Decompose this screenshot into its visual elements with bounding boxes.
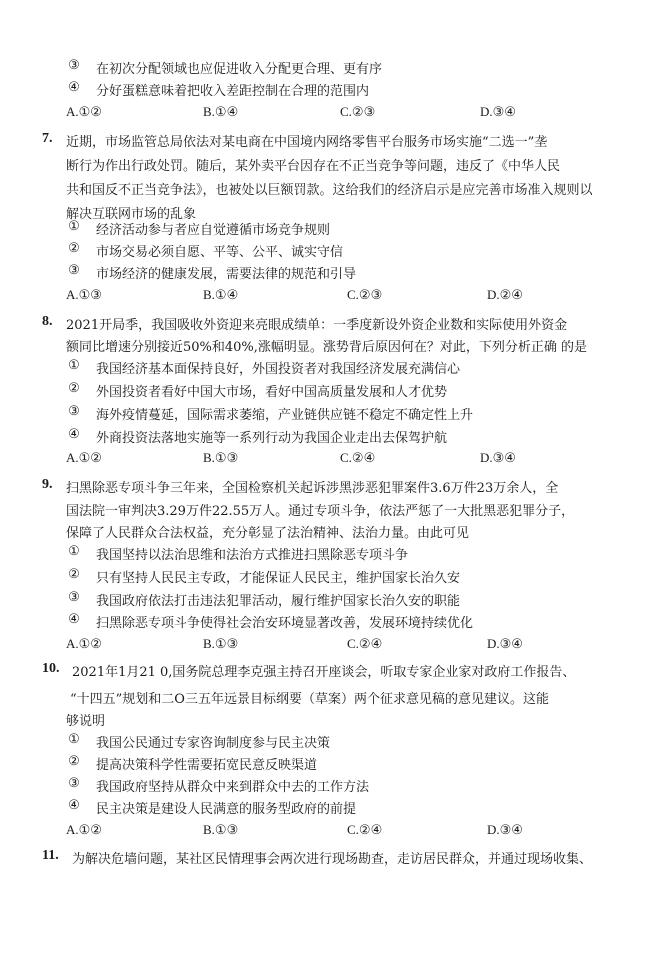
question-line: 扫黑除恶专项斗争三年来，全国检察机关起诉涉黑涉恶犯罪案件3.6万件23万余人，全 [66,481,559,496]
answer-c: C.②③ [340,104,376,119]
answer-a: A.①② [66,104,102,119]
option-text: 我国政府依法打击违法犯罪活动，履行维护国家长治久安的职能 [96,594,461,609]
question-line: 为解决危墙问题，某社区民情理事会两次进行现场勘查，走访居民群众，并通过现场收集、 [72,852,593,867]
question-line: 额同比增速分别接近50%和40%,涨幅明显。涨势背后原因何在？对此，下列分析正确 的是 [66,340,588,355]
option-text: 市场经济的健康发展，需要法律的规范和引导 [96,267,357,282]
answer-b: B.①③ [203,636,239,651]
question-line: 共和国反不正当竞争法》，也被处以巨额罚款。这给我们的经济启示是应完善市场准入规则以 [66,183,593,198]
question-line: 断行为作出行政处罚。随后，某外卖平台因存在不正当竞争等问题，违反了《中华人民 [66,159,561,174]
option-marker: ② [68,567,80,582]
answer-a: A.①② [66,822,102,837]
question-line: 解决互联网市场的乱象 [66,207,197,222]
answer-d: D.③④ [480,104,516,119]
option-marker: ① [68,544,80,559]
question-line: 保障了人民群众合法权益，充分彰显了法治精神、法治力量。由此可见 [66,526,470,541]
question-number: 10. [42,661,60,676]
option-text: 外国投资者看好中国大市场，看好中国高质量发展和人才优势 [96,385,448,400]
option-marker: ④ [68,80,80,95]
option-text: 扫黑除恶专项斗争使得社会治安环境显著改善，发展环境持续优化 [96,616,474,631]
option-marker: ④ [68,612,80,627]
option-marker: ③ [68,776,80,791]
answer-a: A.①② [66,450,102,465]
option-text: 市场交易必须自愿、平等、公平、诚实守信 [96,245,344,260]
answer-d: D.②④ [487,287,523,302]
option-marker: ③ [68,263,80,278]
question-line: 国法院一审判决3.29万件22.55万人。通过专项斗争，依法严惩了一大批黑恶犯罪分子， [66,504,575,519]
option-text: 只有坚持人民民主专政，才能保证人民民主，维护国家长治久安 [96,571,461,586]
answer-c: C.②④ [347,636,383,651]
option-marker: ③ [68,590,80,605]
option-marker: ④ [68,427,80,442]
option-text: 民主决策是建设人民满意的服务型政府的前提 [96,802,357,817]
option-marker: ① [68,358,80,373]
option-marker: ③ [68,404,80,419]
question-line: 2021开局季，我国吸收外资迎来亮眼成绩单：一季度新设外资企业数和实际使用外资金 [66,318,568,333]
option-text: 我国公民通过专家咨询制度参与民主决策 [96,736,331,751]
option-marker: ① [68,732,80,747]
option-text: 在初次分配领域也应促进收入分配更合理、更有序 [96,62,383,77]
option-text: 分好蛋糕意味着把收入差距控制在合理的范围内 [96,84,370,99]
question-number: 7. [42,131,53,146]
question-line: 2021年1月21 0,国务院总理李克强主持召开座谈会，听取专家企业家对政府工作报告、 [72,665,576,680]
question-line: “十四五”规划和二O三五年远景目标纲要（草案）两个征求意见稿的意见建议。这能 [70,692,549,707]
question-number: 8. [42,314,53,329]
answer-d: D.③④ [487,822,523,837]
option-marker: ② [68,241,80,256]
answer-b: B.①③ [203,822,239,837]
answer-a: A.①③ [66,287,102,302]
option-text: 外商投资法落地实施等一系列行动为我国企业走出去保驾护航 [96,431,448,446]
answer-b: B.①④ [203,287,239,302]
option-text: 我国政府坚持从群众中来到群众中去的工作方法 [96,780,370,795]
answer-d: D.③④ [480,450,516,465]
option-marker: ③ [68,58,80,73]
answer-c: C.②③ [347,287,383,302]
option-text: 提高决策科学性需要拓宽民意反映渠道 [96,758,318,773]
question-line: 近期，市场监管总局依法对某电商在中国境内网络零售平台服务市场实施“二选一”垄 [66,135,548,150]
option-marker: ④ [68,798,80,813]
answer-a: A.①② [66,636,102,651]
answer-d: D.③④ [487,636,523,651]
option-text: 经济活动参与者应自觉遵循市场竞争规则 [96,223,331,238]
option-text: 我国坚持以法治思维和法治方式推进扫黑除恶专项斗争 [96,548,409,563]
question-number: 9. [42,477,53,492]
option-marker: ① [68,219,80,234]
answer-c: C.②④ [340,450,376,465]
answer-b: B.①③ [203,450,239,465]
option-marker: ② [68,754,80,769]
question-line: 够说明 [66,714,106,729]
answer-b: B.①④ [203,104,239,119]
answer-c: C.②④ [347,822,383,837]
option-text: 我国经济基本面保持良好，外国投资者对我国经济发展充满信心 [96,362,461,377]
question-number: 11. [42,848,59,863]
option-marker: ② [68,381,80,396]
option-text: 海外疫情蔓延，国际需求萎缩，产业链供应链不稳定不确定性上升 [96,408,474,423]
